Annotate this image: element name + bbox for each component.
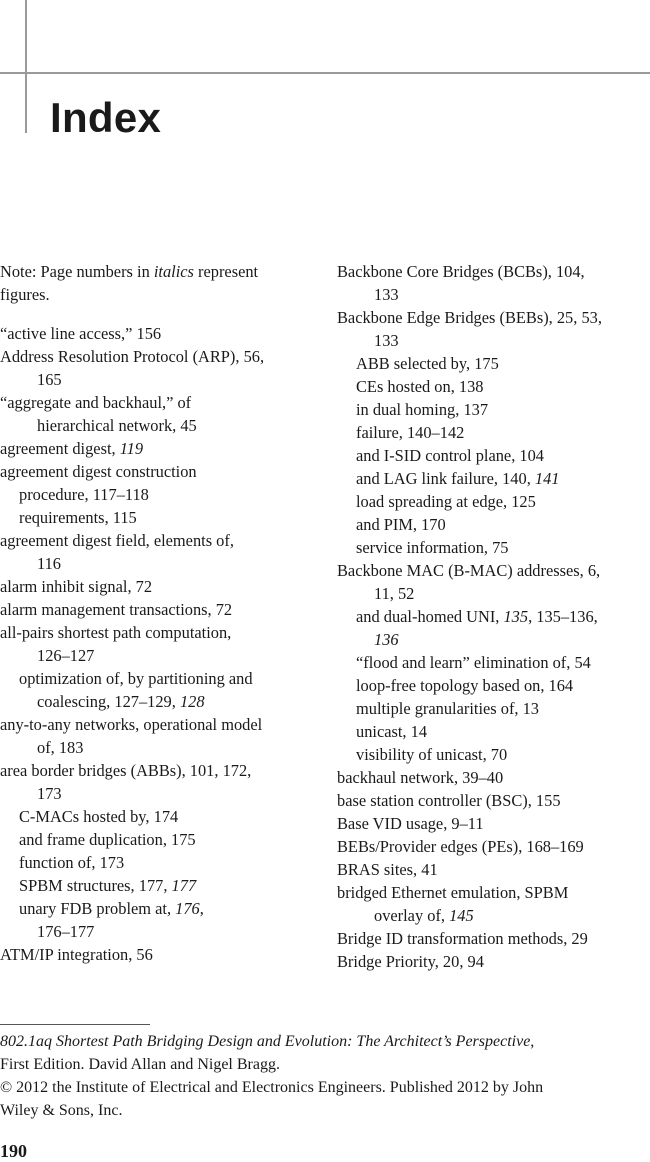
entry-text: agreement digest field, elements of,: [0, 531, 234, 550]
entry-text: and dual-homed UNI,: [356, 607, 504, 626]
entry-text: ATM/IP integration, 56: [0, 945, 153, 964]
entry-text-tail: ,: [199, 899, 204, 918]
entry-text: figures.: [0, 285, 50, 304]
index-entry: [0, 460, 312, 483]
figure-page-ref: italics: [153, 262, 194, 281]
entry-text: Backbone Core Bridges (BCBs), 104,: [337, 262, 585, 281]
entry-text: Bridge ID transformation methods, 29: [337, 929, 588, 948]
entry-text: load spreading at edge, 125: [356, 492, 536, 511]
index-entry: [337, 306, 650, 329]
index-subentry: [0, 897, 312, 920]
index-subentry: [0, 483, 312, 506]
figure-page-ref: 141: [534, 469, 560, 488]
index-entry: [337, 927, 650, 950]
entry-text-tail: , 135–136,: [528, 607, 598, 626]
index-continuation: [0, 414, 312, 437]
index-continuation: [337, 628, 650, 651]
entry-text: backhaul network, 39–40: [337, 768, 504, 787]
footnote-line-2: First Edition. David Allan and Nigel Bragg.: [0, 1056, 280, 1073]
figure-page-ref: 145: [449, 906, 474, 925]
figure-page-ref: 177: [171, 876, 197, 895]
index-continuation: [0, 690, 312, 713]
index-entry: [0, 598, 312, 621]
index-subentry: [337, 536, 650, 559]
index-subentry: [337, 674, 650, 697]
footnote-line-3: © 2012 the Institute of Electrical and Electronics Engineers. Published 2012 by John: [0, 1079, 544, 1096]
index-entry: [0, 345, 312, 368]
entry-text: all-pairs shortest path computation,: [0, 623, 232, 642]
footnote-rule: [0, 1024, 150, 1025]
index-entry: [0, 621, 312, 644]
entry-text: and frame duplication, 175: [19, 830, 196, 849]
index-subentry: [0, 805, 312, 828]
entry-text: loop-free topology based on, 164: [356, 676, 574, 695]
index-continuation: [0, 644, 312, 667]
entry-text: area border bridges (ABBs), 101, 172,: [0, 761, 252, 780]
index-subentry: [337, 444, 650, 467]
entry-text: hierarchical network, 45: [37, 416, 197, 435]
entry-text: BRAS sites, 41: [337, 860, 438, 879]
index-entry: [337, 835, 650, 858]
margin-vertical-rule: [25, 0, 27, 133]
index-subentry: [337, 352, 650, 375]
index-subentry: [337, 398, 650, 421]
entry-text: 126–127: [37, 646, 95, 665]
entry-text: overlay of,: [374, 906, 450, 925]
entry-text: agreement digest construction: [0, 462, 197, 481]
entry-text: Note: Page numbers in: [0, 262, 154, 281]
index-subentry: [337, 513, 650, 536]
footnote-line-4: Wiley & Sons, Inc.: [0, 1102, 123, 1119]
entry-text: of, 183: [37, 738, 84, 757]
index-subentry: [337, 651, 650, 674]
book-title: 802.1aq Shortest Path Bridging Design and Evolution: The Architect’s Perspective: [0, 1033, 531, 1050]
index-entry: [337, 766, 650, 789]
index-entry: [337, 260, 650, 283]
index-entry: [0, 529, 312, 552]
index-subentry: [337, 605, 650, 628]
entry-text: visibility of unicast, 70: [356, 745, 508, 764]
entry-text: CEs hosted on, 138: [356, 377, 484, 396]
entry-text: 11, 52: [374, 584, 415, 603]
index-entry: [0, 283, 312, 306]
index-column-right: [337, 260, 650, 973]
entry-text: unicast, 14: [356, 722, 428, 741]
entry-text: 133: [374, 331, 399, 350]
entry-text: alarm inhibit signal, 72: [0, 577, 153, 596]
index-subentry: [337, 490, 650, 513]
index-subentry: [337, 720, 650, 743]
index-entry: [0, 759, 312, 782]
entry-text: 173: [37, 784, 62, 803]
index-subentry: [337, 421, 650, 444]
entry-text: Backbone Edge Bridges (BEBs), 25, 53,: [337, 308, 602, 327]
index-subentry: [337, 375, 650, 398]
entry-text: multiple granularities of, 13: [356, 699, 539, 718]
entry-text: and I-SID control plane, 104: [356, 446, 544, 465]
entry-text: unary FDB problem at,: [19, 899, 176, 918]
index-entry: [0, 437, 312, 460]
index-continuation: [0, 782, 312, 805]
figure-page-ref: 119: [119, 439, 144, 458]
footnote: [0, 1030, 650, 1122]
index-subentry: [0, 828, 312, 851]
figure-page-ref: 128: [179, 692, 205, 711]
entry-text: procedure, 117–118: [19, 485, 149, 504]
index-column-left: [0, 260, 312, 966]
index-subentry: [0, 874, 312, 897]
entry-text: “aggregate and backhaul,” of: [0, 393, 192, 412]
figure-page-ref: 135: [503, 607, 529, 626]
entry-text-tail: represent: [193, 262, 259, 281]
entry-text: ABB selected by, 175: [356, 354, 499, 373]
entry-text: 165: [37, 370, 62, 389]
entry-text: Bridge Priority, 20, 94: [337, 952, 484, 971]
entry-text: SPBM structures, 177,: [19, 876, 172, 895]
index-entry: [337, 950, 650, 973]
index-continuation: [337, 283, 650, 306]
entry-text: failure, 140–142: [356, 423, 465, 442]
index-continuation: [337, 582, 650, 605]
index-spacer: [0, 306, 312, 322]
entry-text: and PIM, 170: [356, 515, 446, 534]
index-continuation: [337, 329, 650, 352]
index-continuation: [0, 736, 312, 759]
entry-text: coalescing, 127–129,: [37, 692, 180, 711]
index-subentry: [0, 667, 312, 690]
page-title: Index: [50, 94, 162, 141]
header-horizontal-rule: [0, 72, 650, 74]
index-entry: [0, 943, 312, 966]
index-subentry: [0, 851, 312, 874]
index-entry: [337, 812, 650, 835]
entry-text: “active line access,” 156: [0, 324, 162, 343]
index-continuation: [0, 920, 312, 943]
entry-text: 133: [374, 285, 399, 304]
index-entry: [0, 260, 312, 283]
entry-text: Backbone MAC (B-MAC) addresses, 6,: [337, 561, 601, 580]
index-entry: [0, 322, 312, 345]
entry-text: Address Resolution Protocol (ARP), 56,: [0, 347, 265, 366]
page-number: 190: [0, 1141, 27, 1161]
footnote-line-1: 802.1aq Shortest Path Bridging Design and Evolution: The Architect’s Perspective,: [0, 1033, 535, 1050]
index-entry: [337, 881, 650, 904]
entry-text: any-to-any networks, operational model: [0, 715, 263, 734]
index-continuation: [0, 552, 312, 575]
index-entry: [337, 789, 650, 812]
entry-text: Base VID usage, 9–11: [337, 814, 484, 833]
entry-text: agreement digest,: [0, 439, 120, 458]
entry-text: optimization of, by partitioning and: [19, 669, 253, 688]
entry-text: in dual homing, 137: [356, 400, 489, 419]
entry-text: and LAG link failure, 140,: [356, 469, 535, 488]
index-subentry: [0, 506, 312, 529]
index-entry: [0, 713, 312, 736]
index-subentry: [337, 467, 650, 490]
index-entry: [0, 575, 312, 598]
entry-text: base station controller (BSC), 155: [337, 791, 561, 810]
index-entry: [337, 858, 650, 881]
entry-text: C-MACs hosted by, 174: [19, 807, 179, 826]
entry-text: BEBs/Provider edges (PEs), 168–169: [337, 837, 584, 856]
entry-text: bridged Ethernet emulation, SPBM: [337, 883, 569, 902]
index-continuation: [0, 368, 312, 391]
entry-text: 116: [37, 554, 61, 573]
entry-text: requirements, 115: [19, 508, 137, 527]
index-subentry: [337, 697, 650, 720]
index-entry: [337, 559, 650, 582]
entry-text: 176–177: [37, 922, 95, 941]
entry-text: “flood and learn” elimination of, 54: [356, 653, 591, 672]
index-continuation: [337, 904, 650, 927]
entry-text: alarm management transactions, 72: [0, 600, 233, 619]
index-entry: [0, 391, 312, 414]
figure-page-ref: 136: [374, 630, 399, 649]
entry-text: service information, 75: [356, 538, 509, 557]
entry-text: function of, 173: [19, 853, 125, 872]
figure-page-ref: 176: [175, 899, 200, 918]
index-subentry: [337, 743, 650, 766]
